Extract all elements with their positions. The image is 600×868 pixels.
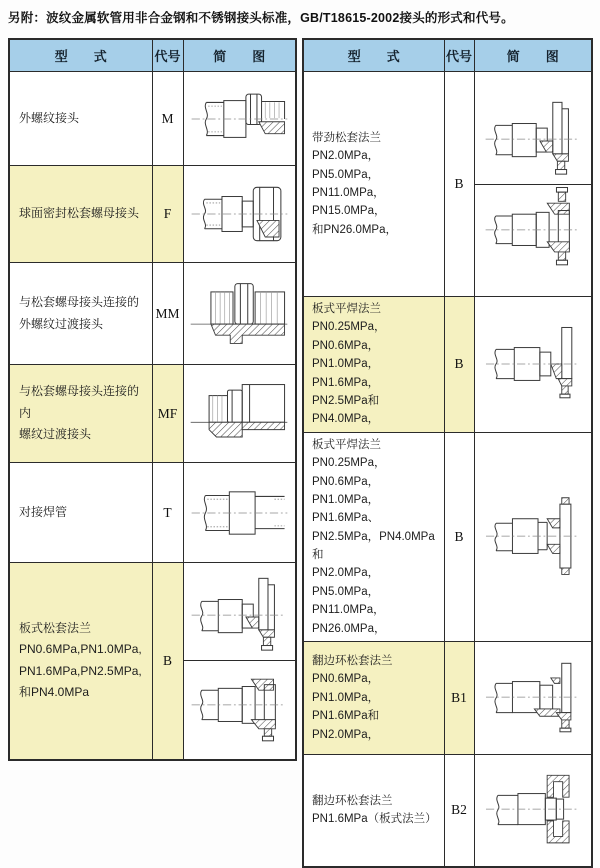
type-cell: 带劲松套法兰 PN2.0MPa，PN5.0MPa， PN11.0MPa，PN15.0MPa， 和PN26.0MPa，	[303, 72, 444, 297]
type-cell: 球面密封松套螺母接头	[9, 166, 152, 263]
code-cell: B2	[444, 755, 474, 867]
code-cell: B	[444, 72, 474, 297]
type-cell: 板式平焊法兰 PN0.25MPa，PN0.6MPa， PN1.0MPa，PN1.6MPa、 PN2.5MPa，PN4.0MPa和 PN2.0MPa，PN5.0MPa， PN11.0MPa，PN26.0MPa，	[303, 432, 444, 641]
column-header-type: 型 式	[303, 39, 444, 72]
flanged-ring-lap-flange-diagram	[481, 656, 585, 740]
plate-lap-flange-front-diagram	[187, 574, 291, 660]
type-cell: 板式平焊法兰 PN0.25MPa，PN0.6MPa， PN1.0MPa，PN1.6MPa， PN2.5MPa和PN4.0MPa，	[303, 297, 444, 433]
table-row-butt-weld	[9, 463, 296, 563]
diagram-cell	[183, 563, 296, 760]
diagram-cell	[183, 365, 296, 463]
header-row	[9, 39, 296, 72]
code-cell: T	[152, 463, 183, 563]
column-header-code: 代号	[152, 39, 183, 72]
diagram-subcell	[184, 660, 296, 747]
type-cell: 外螺纹接头	[9, 72, 152, 166]
column-header-code: 代号	[444, 39, 474, 72]
table-row-flanged-ring-lap-flange	[303, 642, 592, 755]
type-cell: 与松套螺母接头连接的内 螺纹过渡接头	[9, 365, 152, 463]
male-adapter-nipple-diagram	[187, 272, 291, 356]
header-row	[303, 39, 592, 72]
table-row-male-adapter	[9, 263, 296, 365]
code-cell: B	[152, 563, 183, 760]
table-row-plate-weld-flange-wide	[303, 432, 592, 641]
plate-lap-flange-back-diagram	[187, 661, 291, 747]
table-row-swivel-nut	[9, 166, 296, 263]
diagram-cell	[183, 166, 296, 263]
code-cell: M	[152, 72, 183, 166]
column-header-diagram: 简 图	[183, 39, 296, 72]
plate-weld-flange-diagram	[481, 322, 585, 406]
diagram-cell	[474, 432, 592, 641]
table-row-plate-lap-flange	[9, 563, 296, 760]
table-row-plate-weld-flange	[303, 297, 592, 433]
code-cell: B	[444, 297, 474, 433]
code-cell: MM	[152, 263, 183, 365]
flanged-ring-plate-flange-diagram	[481, 768, 585, 852]
diagram-cell	[183, 463, 296, 563]
table-row-female-adapter	[9, 365, 296, 463]
code-cell: MF	[152, 365, 183, 463]
page-title: 另附：波纹金属软管用非合金钢和不锈钢接头标准，GB/T18615-2002接头的形式和代号。	[8, 11, 514, 25]
table-row-necked-lap-flange	[303, 72, 592, 297]
plate-weld-flange-wide-range-diagram	[481, 495, 585, 579]
type-cell: 翻边环松套法兰 PN1.6MPa（板式法兰）	[303, 755, 444, 867]
diagram-cell	[474, 642, 592, 755]
type-cell: 与松套螺母接头连接的 外螺纹过渡接头	[9, 263, 152, 365]
fitting-table-left	[8, 38, 297, 761]
table-row-male-thread	[9, 72, 296, 166]
diagram-subcell	[475, 98, 592, 184]
fitting-table-right	[302, 38, 593, 868]
type-cell: 翻边环松套法兰 PN0.6MPa，PN1.0MPa， PN1.6MPa和PN2.0MPa，	[303, 642, 444, 755]
code-cell: F	[152, 166, 183, 263]
code-cell: B1	[444, 642, 474, 755]
diagram-subcell	[475, 184, 592, 271]
table-row-flanged-ring-plate-flange	[303, 755, 592, 867]
female-adapter-nipple-diagram	[187, 372, 291, 456]
diagram-cell	[474, 297, 592, 433]
column-header-type: 型 式	[9, 39, 152, 72]
diagram-subcell	[184, 574, 296, 660]
necked-lap-flange-front-diagram	[481, 98, 585, 184]
column-header-diagram: 简 图	[474, 39, 592, 72]
diagram-cell	[183, 72, 296, 166]
hose-male-thread-diagram	[187, 77, 291, 161]
type-cell: 对接焊管	[9, 463, 152, 563]
type-cell: 板式松套法兰 PN0.6MPa,PN1.0MPa, PN1.6MPa,PN2.5MPa, 和PN4.0MPa	[9, 563, 152, 760]
diagram-cell	[474, 755, 592, 867]
code-cell: B	[444, 432, 474, 641]
fitting-tables	[8, 38, 593, 868]
hose-swivel-nut-diagram	[187, 172, 291, 256]
necked-lap-flange-back-diagram	[481, 185, 585, 271]
diagram-cell	[474, 72, 592, 297]
diagram-cell	[183, 263, 296, 365]
butt-weld-pipe-diagram	[187, 471, 291, 555]
